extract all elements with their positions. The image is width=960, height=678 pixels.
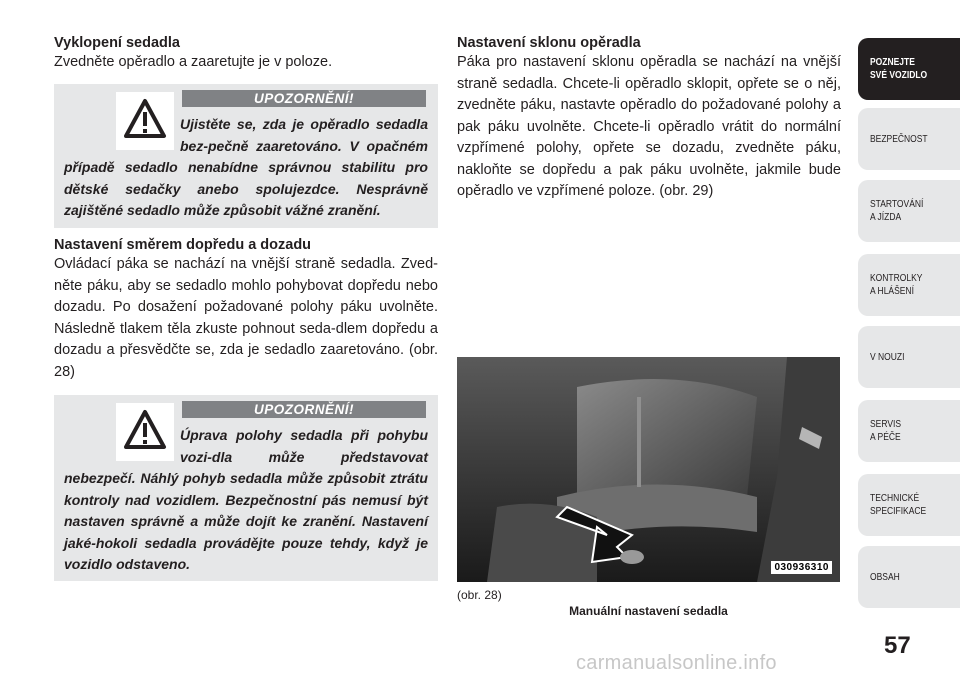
chapter-tab[interactable] (858, 474, 960, 536)
figure-ref: (obr. 28) (457, 588, 502, 602)
chapter-tab[interactable] (858, 326, 960, 388)
figure-caption: Manuální nastavení sedadla (569, 604, 728, 618)
chapter-tab-label: TECHNICKÉ SPECIFIKACE (870, 493, 927, 517)
section-text-recline: Páka pro nastavení sklonu opěradla se nachází na vnější straně sedadla. Chcete-li opěradlo sklopit, opřete se o něj, zvedněte páku, nastavte opěradlo do požadované polohy a pak páku uvolněte. Chcete-li opěradlo vrátit do normální vzpřímené polohy, opřete se dozadu, zvedněte páku, nakloňte se dopředu a pak páku uvolněte, jakmile bude opěradlo ve vzpřímené poloze. (obr. 29) (457, 54, 841, 199)
warning-box-1 (54, 84, 438, 228)
chapter-tab[interactable] (858, 180, 960, 242)
warning-header: UPOZORNĚNÍ! (182, 90, 426, 107)
warning-text-block (64, 114, 428, 222)
section-title-recline: Nastavení sklonu opěradla (457, 35, 641, 51)
watermark: carmanualsonline.info (576, 652, 777, 674)
warning-text: Ujistěte se, zda je opěradlo sedadla bez-pečně zaaretováno. V opačném případě sedadlo nenabídne správnou stabilitu pro dětské sedačky anebo spolujezdce. Nesprávně zajištěné sedadlo může způsobit vážné zranění. (64, 116, 428, 218)
section-text-forward-back: Ovládací páka se nachází na vnější straně sedadla. Zved-něte páku, aby se sedadlo mohlo pohybovat dopředu nebo dozadu. Po dosažení požadované polohy páku uvolněte. Následně tlakem těla zkuste pohnout seda-dlem dopředu a dozadu a přesvědčte se, zda je sedadlo zaaretováno. (obr. 28) (54, 256, 438, 380)
chapter-tab[interactable] (858, 400, 960, 462)
chapter-tab-label: BEZPEČNOST (870, 133, 928, 145)
seat-illustration (457, 357, 840, 582)
warning-text: Úprava polohy sedadla při pohybu vozi-dla může představovat nebezpečí. Náhlý pohyb sedadla může způsobit ztrátu kontroly nad vozidlem. Bezpečnostní pás nemusí být nastaven správně a může dojít ke zranění. Nastavení jaké-hokoli sedadla provádějte pouze tehdy, když je vozidlo odstaveno. (64, 427, 428, 572)
section-title-fold: Vyklopení sedadla (54, 35, 180, 51)
seat-adjustment-photo (457, 357, 840, 582)
chapter-tab-label: OBSAH (870, 571, 900, 583)
page-number: 57 (884, 632, 911, 659)
warning-text-block (64, 425, 428, 576)
chapter-tab-label: V NOUZI (870, 351, 905, 363)
chapter-tab[interactable] (858, 38, 960, 100)
warning-header: UPOZORNĚNÍ! (182, 401, 426, 418)
figure-code: 030936310 (771, 561, 832, 574)
chapter-tab[interactable] (858, 546, 960, 608)
chapter-tab-label: STARTOVÁNÍ A JÍZDA (870, 199, 924, 223)
section-text-fold: Zvedněte opěradlo a zaaretujte je v poloze. (54, 54, 333, 70)
warning-box-2 (54, 395, 438, 581)
chapter-tab[interactable] (858, 254, 960, 316)
chapter-tab[interactable] (858, 108, 960, 170)
chapter-tab-label: SERVIS A PÉČE (870, 419, 902, 443)
chapter-tab-label: POZNEJTE SVÉ VOZIDLO (870, 57, 928, 81)
chapter-tab-label: KONTROLKY A HLÁŠENÍ (870, 273, 923, 297)
section-title-forward-back: Nastavení směrem dopředu a dozadu (54, 237, 312, 253)
